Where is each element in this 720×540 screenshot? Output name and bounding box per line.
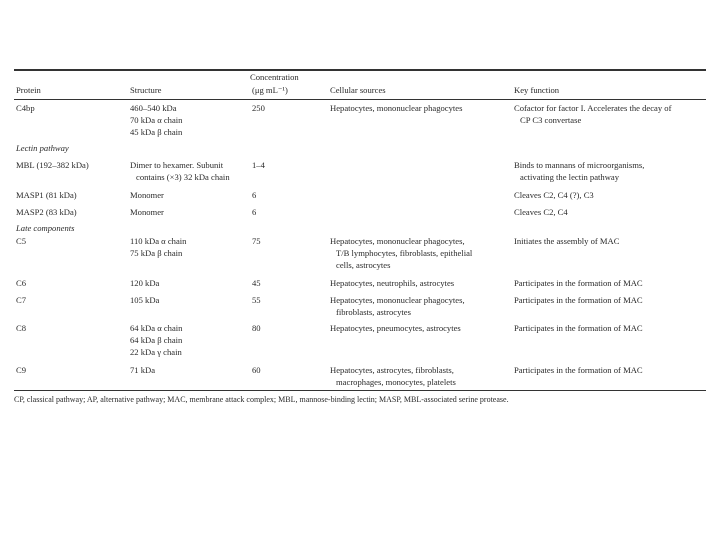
header-concentration: Concentration [250, 72, 299, 82]
protein-cell: MBL (192–382 kDa) [16, 160, 89, 170]
sources-cell: Hepatocytes, mononuclear phagocytes, [330, 236, 465, 246]
protein-cell: C5 [16, 236, 27, 246]
structure-cell: 75 kDa β chain [130, 248, 183, 258]
header-cellular-sources: Cellular sources [330, 85, 386, 95]
structure-cell: contains (×3) 32 kDa chain [136, 172, 230, 182]
structure-cell: 64 kDa α chain [130, 323, 183, 333]
structure-cell: 64 kDa β chain [130, 335, 183, 345]
sources-cell: macrophages, monocytes, platelets [336, 377, 456, 387]
function-cell: Participates in the formation of MAC [514, 295, 643, 305]
structure-cell: 105 kDa [130, 295, 160, 305]
protein-cell: C9 [16, 365, 27, 375]
structure-cell: 45 kDa β chain [130, 127, 183, 137]
structure-cell: 110 kDa α chain [130, 236, 187, 246]
protein-cell: C7 [16, 295, 27, 305]
function-cell: Cofactor for factor I. Accelerates the decay of [514, 103, 672, 113]
function-cell: activating the lectin pathway [520, 172, 620, 182]
function-cell: CP C3 convertase [520, 115, 582, 125]
concentration-cell: 80 [252, 323, 261, 333]
sources-cell: T/B lymphocytes, fibroblasts, epithelial [336, 248, 473, 258]
bottom-rule [14, 390, 706, 391]
sources-cell: Hepatocytes, neutrophils, astrocytes [330, 278, 455, 288]
sources-cell: fibroblasts, astrocytes [336, 307, 411, 317]
concentration-cell: 6 [252, 207, 257, 217]
structure-cell: 70 kDa α chain [130, 115, 183, 125]
function-cell: Participates in the formation of MAC [514, 323, 643, 333]
structure-cell: 120 kDa [130, 278, 160, 288]
structure-cell: 460–540 kDa [130, 103, 177, 113]
sources-cell: Hepatocytes, mononuclear phagocytes, [330, 295, 465, 305]
concentration-cell: 55 [252, 295, 261, 305]
function-cell: Binds to mannans of microorganisms, [514, 160, 645, 170]
concentration-cell: 1–4 [252, 160, 265, 170]
function-cell: Cleaves C2, C4 [514, 207, 568, 217]
function-cell: Cleaves C2, C4 (?), C3 [514, 190, 594, 200]
sources-cell: Hepatocytes, pneumocytes, astrocytes [330, 323, 461, 333]
function-cell: Participates in the formation of MAC [514, 278, 643, 288]
section-late-components: Late components [16, 223, 75, 233]
protein-cell: MASP2 (83 kDa) [16, 207, 77, 217]
concentration-cell: 250 [252, 103, 265, 113]
protein-cell: C4bp [16, 103, 35, 113]
sources-cell: Hepatocytes, mononuclear phagocytes [330, 103, 463, 113]
top-rule [14, 69, 706, 71]
header-concentration-unit: (μg mL⁻¹) [252, 85, 288, 95]
header-key-function: Key function [514, 85, 560, 95]
function-cell: Participates in the formation of MAC [514, 365, 643, 375]
concentration-cell: 45 [252, 278, 261, 288]
concentration-cell: 75 [252, 236, 261, 246]
structure-cell: Monomer [130, 207, 164, 217]
structure-cell: Dimer to hexamer. Subunit [130, 160, 224, 170]
protein-cell: MASP1 (81 kDa) [16, 190, 77, 200]
section-lectin-pathway: Lectin pathway [16, 143, 69, 153]
structure-cell: 71 kDa [130, 365, 156, 375]
protein-cell: C6 [16, 278, 27, 288]
concentration-cell: 60 [252, 365, 261, 375]
function-cell: Initiates the assembly of MAC [514, 236, 620, 246]
table-footnote: CP, classical pathway; AP, alternative pathway; MAC, membrane attack complex; MBL, mannose-binding lectin; MASP, MBL-associated serine protease. [14, 395, 509, 404]
header-structure: Structure [130, 85, 162, 95]
header-protein: Protein [16, 85, 41, 95]
concentration-cell: 6 [252, 190, 257, 200]
protein-cell: C8 [16, 323, 27, 333]
sources-cell: Hepatocytes, astrocytes, fibroblasts, [330, 365, 454, 375]
structure-cell: Monomer [130, 190, 164, 200]
structure-cell: 22 kDa γ chain [130, 347, 182, 357]
header-rule [14, 99, 706, 100]
sources-cell: cells, astrocytes [336, 260, 391, 270]
